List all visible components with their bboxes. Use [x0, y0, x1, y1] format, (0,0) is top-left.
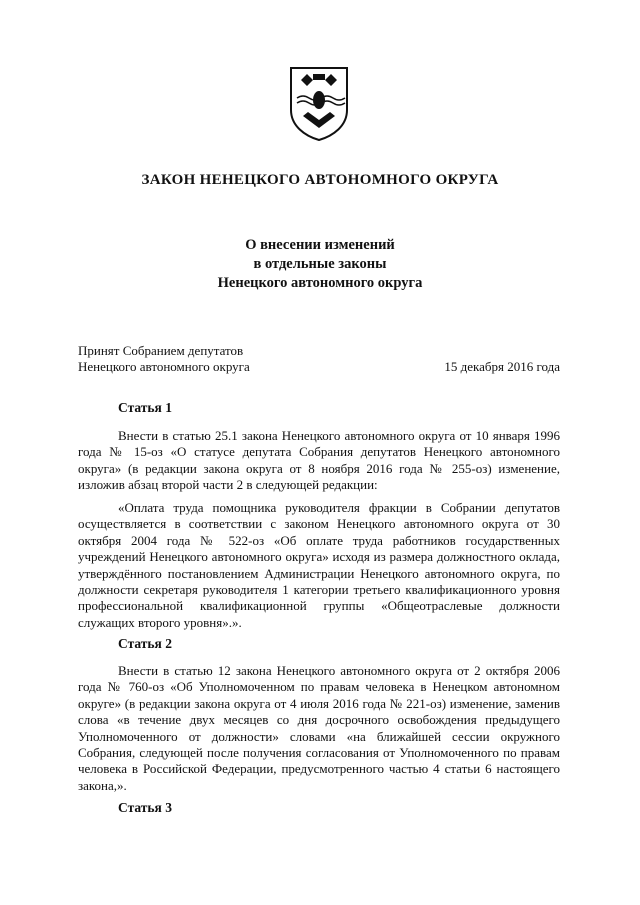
nenets-coat-of-arms-icon — [287, 64, 351, 142]
article-2-body — [78, 663, 560, 794]
subject-line: О внесении изменений — [245, 237, 395, 253]
article-1-quote — [78, 500, 560, 631]
paragraph: Внести в статью 12 закона Ненецкого автономного округа от 2 октября 2006 года № 760-оз «Об Уполномоченном по правам человека в Ненецком автономном округе» (в редакции закона округа от 4 июля 2016 года № 221-оз) изменение, заменив слова «в течение двух месяцев со дня досрочного освобождения предыдущего Уполномоченного от должности» словами «на ближайшей сессии окружного Собрания, следующей после получения согласования от Уполномоченного по правам человека в Российской Федерации, предусмотренного частью 4 статьи 6 настоящего закона,». — [78, 663, 560, 793]
article-1-body — [78, 428, 560, 494]
paragraph: «Оплата труда помощника руководителя фракции в Собрании депутатов осуществляется в соответствии с законом Ненецкого автономного округа от 30 октября 2004 года № 522-оз «Об оплате труда работников государственных учреждений Ненецкого автономного округа» исходя из размера должностного оклада, утверждённого постановлением Администрации Ненецкого автономного округа, по должности секретаря руководителя 1 категории третьего квалификационного уровня профессиональной квалификационной группы «Общеотраслевые должности служащих второго уровня».». — [78, 500, 560, 630]
adopted-line: Принят Собранием депутатов — [78, 343, 244, 358]
article-2-heading: Статья 2 — [118, 636, 172, 651]
law-title: ЗАКОН НЕНЕЦКОГО АВТОНОМНОГО ОКРУГА — [141, 172, 499, 188]
article-3-heading: Статья 3 — [118, 800, 172, 815]
adopted-line: Ненецкого автономного округа — [78, 359, 250, 374]
subject-line: Ненецкого автономного округа — [217, 275, 423, 291]
adopted-by — [78, 343, 250, 375]
adoption-date: 15 декабря 2016 года — [444, 359, 560, 374]
subject-line: в отдельные законы — [253, 256, 387, 272]
paragraph: Внести в статью 25.1 закона Ненецкого автономного округа от 10 января 1996 года № 15-оз «О статусе депутата Собрания депутатов Ненецкого автономного округа» (в редакции закона округа от 8 ноября 2016 года № 255-оз) изменение, изложив абзац второй части 2 в следующей редакции: — [78, 428, 560, 493]
law-subject — [0, 236, 640, 293]
article-1-heading: Статья 1 — [118, 400, 172, 415]
